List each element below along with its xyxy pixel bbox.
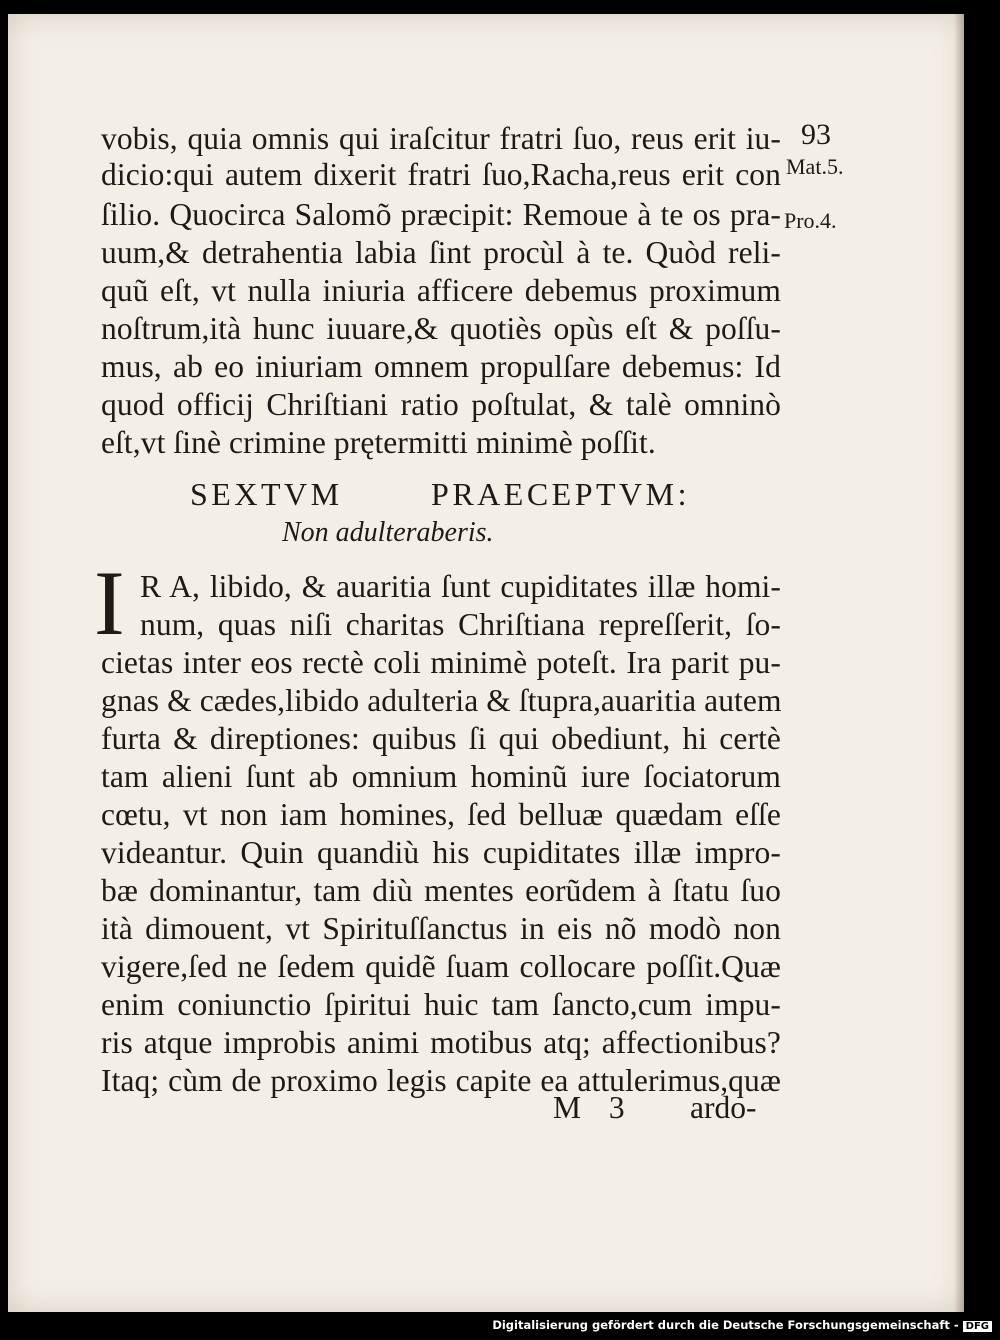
text-line: mus, ab eo iniuriam omnem propulſare debemus: Id xyxy=(101,349,781,384)
text-line: ſilio. Quocirca Salomõ præcipit: Remoue à te os pra- xyxy=(101,197,781,232)
text-line: tam alieni ſunt ab omnium hominũ iure ſociatorum xyxy=(101,759,781,794)
drop-cap: I xyxy=(94,552,125,654)
dfg-logo: DFG xyxy=(963,1321,992,1332)
text-line: eſt,vt ſinè crimine prętermitti minimè poſſit. xyxy=(101,425,656,460)
margin-note-pro: Pro.4. xyxy=(784,208,837,233)
section-subheading: Non adulteraberis. xyxy=(282,517,494,548)
text-line: bæ dominantur, tam diù mentes eorũdem à ſtatu ſuo xyxy=(101,873,781,908)
text-line: R A, libido, & auaritia ſunt cupiditates illæ homi- xyxy=(140,569,781,604)
signature-mark: M 3 xyxy=(553,1090,635,1125)
text-line: ris atque improbis animi motibus atq; affectionibus? xyxy=(101,1025,781,1060)
text-line: vobis, quia omnis qui iraſcitur fratri ſuo, reus erit iu- xyxy=(101,121,781,156)
page-number: 93 xyxy=(801,118,831,151)
catchword: ardo- xyxy=(690,1090,757,1125)
book-page xyxy=(8,14,964,1312)
text-line: cœtu, vt non iam homines, ſed belluæ quædam eſſe xyxy=(101,797,781,832)
text-line: quũ eſt, vt nulla iniuria afficere debemus proximum xyxy=(101,273,781,308)
text-line: vigere,ſed ne ſedem quidẽ ſuam collocare poſſit.Quæ xyxy=(101,949,781,984)
text-line: gnas & cædes,libido adulteria & ſtupra,auaritia autem xyxy=(101,683,782,718)
text-line: uum,& detrahentia labia ſint procùl à te. Quòd reli- xyxy=(101,235,781,270)
text-line: num, quas niſi charitas Chriſtiana repreſſerit, ſo- xyxy=(140,607,781,642)
text-line: furta & direptiones: quibus ſi qui obediunt, hi certè xyxy=(101,721,781,756)
text-line: noſtrum,ità hunc iuuare,& quotiès opùs eſt & poſſu- xyxy=(101,311,781,346)
margin-note-mat: Mat.5. xyxy=(786,154,844,179)
text-line: videantur. Quin quandiù his cupiditates illæ impro- xyxy=(101,835,781,870)
text-line: dicio:qui autem dixerit fratri ſuo,Racha,reus erit con xyxy=(101,157,781,192)
text-line: enim coniunctio ſpiritui huic tam ſancto,cum impu- xyxy=(101,987,781,1022)
digitization-footer xyxy=(0,1318,1000,1340)
text-line: Itaq; cùm de proximo legis capite ea attulerimus,quæ xyxy=(101,1063,781,1098)
text-line: ità dimouent, vt Spirituſſanctus in eis nõ modò non xyxy=(101,911,781,946)
text-line: cietas inter eos rectè coli minimè poteſt. Ira parit pu- xyxy=(101,645,781,680)
footer-text: Digitalisierung gefördert durch die Deutsche Forschungsgemeinschaft - xyxy=(492,1318,959,1332)
section-heading: SEXTVM PRAECEPTVM: xyxy=(190,476,690,512)
text-line: quod officij Chriſtiani ratio poſtulat, & talè omninò xyxy=(101,387,781,422)
